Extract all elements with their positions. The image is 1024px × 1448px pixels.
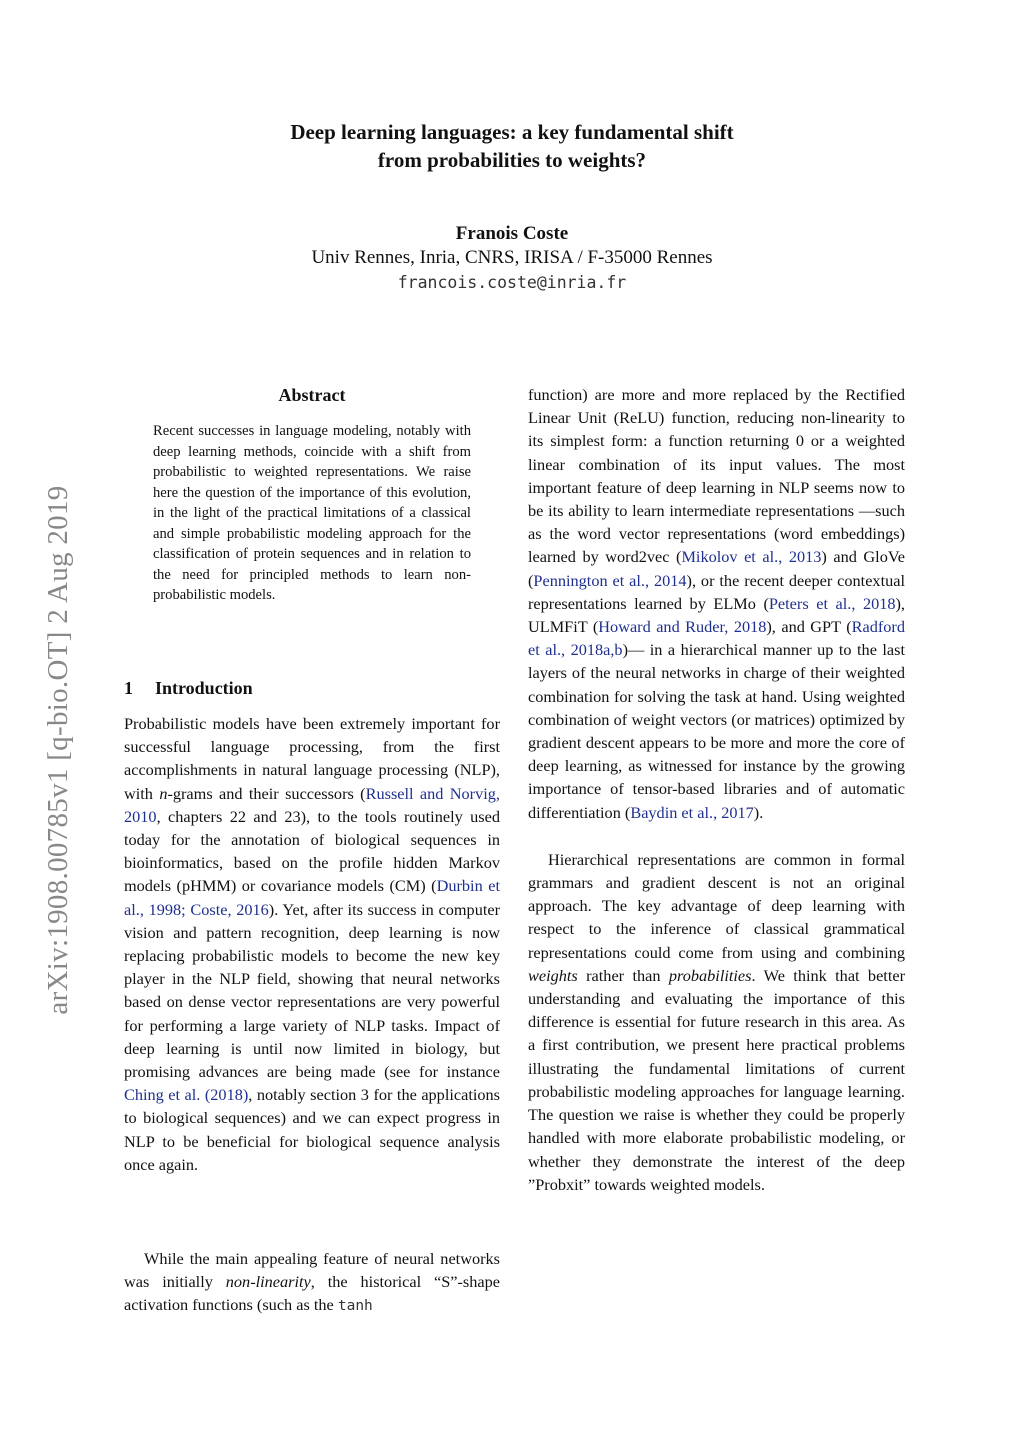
paragraph-spacer bbox=[528, 824, 905, 848]
section-heading bbox=[124, 676, 253, 700]
tanh-function: tanh bbox=[337, 1298, 373, 1315]
title-line-1: Deep learning languages: a key fundamental shift bbox=[290, 120, 734, 144]
section-number: 1 bbox=[124, 678, 133, 698]
citation-durbin-coste[interactable]: Durbin et al., 1998; Coste, 2016 bbox=[124, 876, 500, 919]
arxiv-identifier-stamp: arXiv:1908.00785v1 [q-bio.OT] 2 Aug 2019 bbox=[42, 485, 74, 1015]
citation-pennington[interactable]: Pennington et al., 2014 bbox=[533, 570, 687, 590]
right-column bbox=[528, 383, 905, 1196]
citation-ching[interactable]: Ching et al. (2018) bbox=[124, 1085, 249, 1105]
intro-paragraph-2: While the main appealing feature of neural networks was initially non-linearity, the historical “S”-shape activation functions (such as the tanh bbox=[124, 1249, 501, 1315]
citation-radford[interactable]: Radford et al., 2018a,b bbox=[528, 617, 905, 660]
paper-title bbox=[0, 118, 1024, 174]
n-symbol: n bbox=[159, 783, 168, 803]
right-paragraph-2: Hierarchical representations are common in formal grammars and gradient descent is not an original approach. The key advantage of deep learning with respect to the inference of classical grammatical representations could come from using and combining weights rather than probabilities. We think that better understanding and evaluating the importance of this difference is essential for future research in this area. As a first contribution, we present here practical problems illustrating the fundamental limitations of current probabilistic modeling approaches for language learning. The question we raise is whether they could be properly handled with more elaborate probabilistic modeling, or whether they demonstrate the interest of the deep ”Probxit” towards weighted models. bbox=[528, 849, 905, 1194]
probabilities-emphasis: probabilities bbox=[668, 965, 752, 985]
abstract-text: Recent successes in language modeling, notably with deep learning methods, coincide with a shift from probabilistic to weighted representations. We raise here the question of the importance of this evolution, in the light of the practical limitations of a classical and simple probabilistic modeling approach for the classification of protein sequences and in relation to the need for principled methods to learn non-probabilistic models. bbox=[153, 423, 471, 603]
author-affiliation: Univ Rennes, Inria, CNRS, IRISA / F-35000 Rennes bbox=[311, 247, 713, 268]
right-paragraph-1: function) are more and more replaced by the Rectified Linear Unit (ReLU) function, reducing non-linearity to its simplest form: a function returning 0 or a weighted linear combination of its input values. The most important feature of deep learning in NLP seems now to be its ability to learn intermediate representations —such as the word vector representations (word embeddings) learned by word2vec (Mikolov et al., 2013) and GloVe (Pennington et al., 2014), or the recent deeper contextual representations learned by ELMo (Peters et al., 2018), ULMFiT (Howard and Ruder, 2018), and GPT (Radford et al., 2018a,b)— in a hierarchical manner up to the last layers of the neural networks in charge of their weighted combination for solving the task at hand. Using weighted combination of weight vectors (or matrices) optimized by gradient descent appears to be more and more the core of deep learning, as witnessed for instance by the growing importance of tensor-based libraries and of automatic differentiation (Baydin et al., 2017). bbox=[528, 385, 906, 822]
section-title: Introduction bbox=[155, 678, 253, 698]
abstract-heading: Abstract bbox=[278, 385, 346, 405]
non-linearity-emphasis: non-linearity bbox=[225, 1272, 311, 1292]
author-name: Franois Coste bbox=[455, 223, 569, 244]
title-line-2: from probabilities to weights? bbox=[377, 148, 647, 172]
citation-mikolov[interactable]: Mikolov et al., 2013 bbox=[681, 547, 822, 567]
citation-baydin[interactable]: Baydin et al., 2017 bbox=[630, 802, 754, 822]
weights-emphasis: weights bbox=[528, 965, 578, 985]
citation-peters[interactable]: Peters et al., 2018 bbox=[768, 593, 896, 613]
author-email: francois.coste@inria.fr bbox=[397, 273, 627, 292]
citation-howard-ruder[interactable]: Howard and Ruder, 2018 bbox=[598, 617, 767, 637]
intro-paragraph-1: Probabilistic models have been extremely important for successful language processing, from the first accomplishments in natural language processing (NLP), with n-grams and their successors (Russell and Norvig, 2010, chapters 22 and 23), to the tools routinely used today for the annotation of biological sequences in bioinformatics, based on the profile hidden Markov models (pHMM) or covariance models (CM) (Durbin et al., 1998; Coste, 2016). Yet, after its success in computer vision and pattern recognition, deep learning is now replacing probabilistic models to become the new key player in the NLP field, showing that neural networks based on dense vector representations are very powerful for performing a large variety of NLP tasks. Impact of deep learning is until now limited in biology, but promising advances are being made (see for instance Ching et al. (2018), notably section 3 for the applications to biological sequences) and we can expect progress in NLP to be beneficial for biological sequence analysis once again. bbox=[124, 714, 501, 1174]
citation-russell-norvig[interactable]: Russell and Norvig, 2010 bbox=[124, 783, 500, 826]
